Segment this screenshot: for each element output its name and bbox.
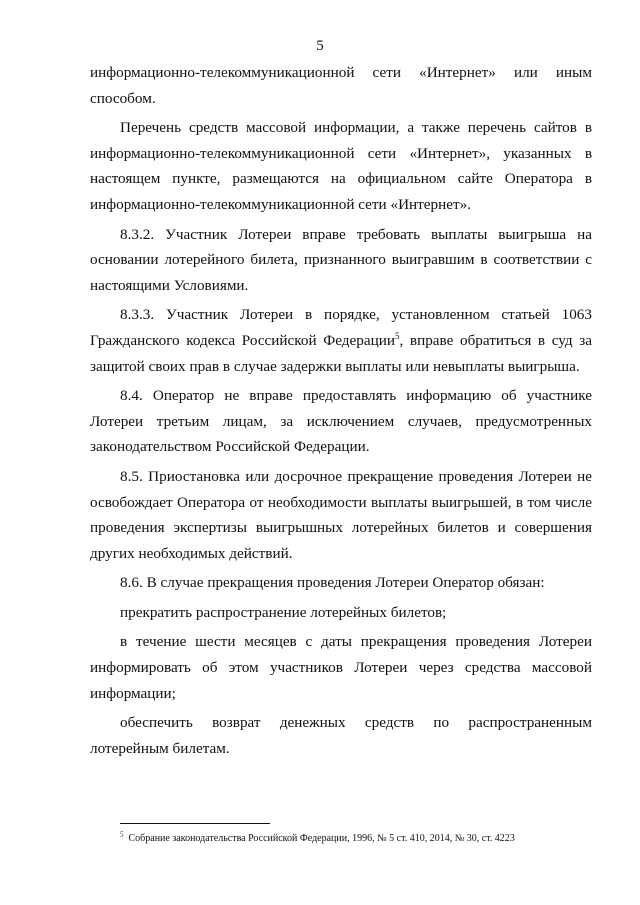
paragraph-8-3-3-text-after: , вправе обратиться в суд за защитой своих прав в случае задержки выплаты или невыплаты выигрыша. — [90, 331, 592, 375]
footnote-reference: 5 — [394, 330, 400, 341]
paragraph-8-6-item-3: обеспечить возврат денежных средств по распространенным лотерейным билетам. — [90, 714, 592, 757]
paragraph-8-6-item-2: в течение шести месяцев с даты прекращения проведения Лотереи информировать об этом участников Лотереи через средства массовой информации; — [90, 633, 592, 702]
paragraph-8-6-item-1: прекратить распространение лотерейных билетов; — [120, 603, 447, 621]
footnote-divider — [120, 823, 270, 824]
paragraph-8-4: 8.4. Оператор не вправе предоставлять информацию об участнике Лотереи третьим лицам, за исключением случаев, предусмотренных законодательством Российской Федерации. — [90, 387, 592, 456]
paragraph-8-3-3-text-before: 8.3.3. Участник Лотереи в порядке, установленном статьей 1063 Гражданского кодекса Российской Федерации — [90, 306, 592, 349]
footnote-text: Собрание законодательства Российской Федерации, 1996, № 5 ст. 410, 2014, № 30, ст. 4223 — [128, 833, 515, 844]
body-text — [90, 60, 592, 765]
paragraph-media-list: Перечень средств массовой информации, а также перечень сайтов в информационно-телекоммуникационной сети «Интернет», указанных в настоящем пункте, размещаются на официальном сайте Оператора в информационно-телекоммуникационной сети «Интернет». — [90, 119, 592, 213]
footnote-marker: 5 — [120, 830, 124, 839]
paragraph-8-5: 8.5. Приостановка или досрочное прекращение проведения Лотереи не освобождает Оператора от необходимости выплаты выигрышей, в том числе проведения экспертизы выигрышных лотерейных билетов и совершения других необходимых действий. — [90, 467, 592, 562]
footnote — [120, 832, 590, 845]
paragraph-8-3-2: 8.3.2. Участник Лотереи вправе требовать выплаты выигрыша на основании лотерейного билета, признанного выигравшим в соответствии с настоящими Условиями. — [90, 225, 592, 294]
paragraph-8-6: 8.6. В случае прекращения проведения Лотереи Оператор обязан: — [120, 574, 545, 592]
paragraph-8-3-3 — [90, 302, 592, 379]
paragraph-continuation: информационно-телекоммуникационной сети «Интернет» или иным способом. — [90, 64, 592, 107]
page-number: 5 — [316, 38, 324, 54]
